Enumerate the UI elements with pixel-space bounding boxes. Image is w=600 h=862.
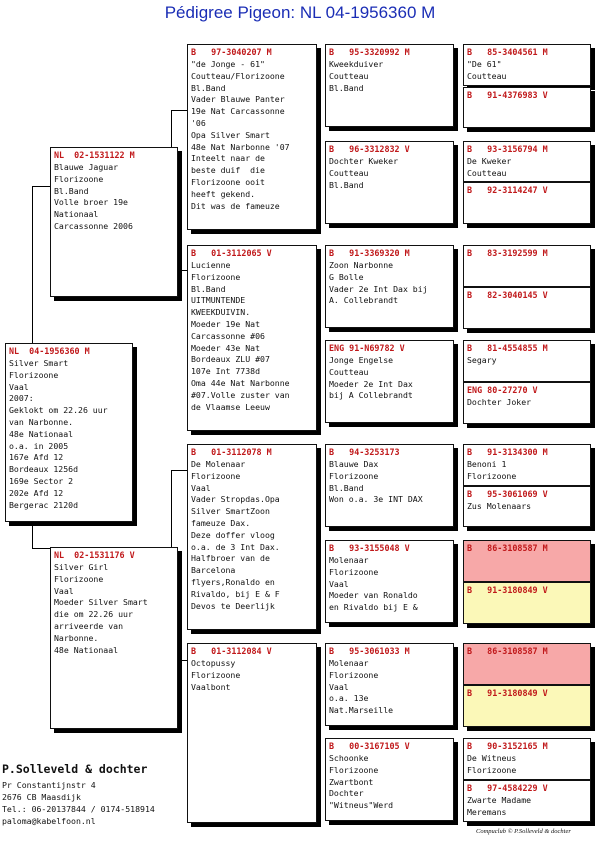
detail-line: Bordeaux 1256d xyxy=(9,464,79,475)
detail-line: arriveerde van xyxy=(54,620,124,631)
great-grandparent-card[interactable] xyxy=(325,540,454,623)
detail-line: Bl.Band xyxy=(191,82,226,93)
detail-line: o.a. in 2005 xyxy=(9,440,69,451)
detail-line: Bl.Band xyxy=(329,82,364,93)
ancestor-card[interactable] xyxy=(463,780,591,822)
detail-line: Kweekduiver xyxy=(329,59,384,69)
detail-line: De Kweker xyxy=(467,156,512,166)
detail-line: Geklokt om 22.26 uur xyxy=(9,405,108,416)
detail-line: Zwartbont xyxy=(329,776,374,787)
mother-card[interactable] xyxy=(50,547,178,729)
ring-number: B 97-4584229 V xyxy=(467,783,548,793)
detail-line: '06 xyxy=(191,117,206,128)
ring-number: B 91-4376983 V xyxy=(467,90,548,100)
detail-line: Molenaar xyxy=(329,658,369,668)
detail-line: fameuze Dax. xyxy=(191,517,251,528)
detail-line: Vader Blauwe Panter xyxy=(191,94,285,105)
detail-line: Schoonke xyxy=(329,753,369,763)
detail-line: Florizoone xyxy=(329,764,379,775)
detail-line: Florizoone xyxy=(467,470,517,481)
detail-line: Segary xyxy=(467,355,497,365)
ring-number: B 86-3108587 M xyxy=(467,543,548,553)
ring-number: NL 04-1956360 M xyxy=(9,346,90,356)
ring-number: B 82-3040145 V xyxy=(467,290,548,300)
ring-number: B 95-3061069 V xyxy=(467,489,548,499)
detail-line: Moeder 43e Nat xyxy=(191,342,261,353)
detail-line: Dochter xyxy=(329,788,364,799)
detail-line: Florizoone ooit xyxy=(191,176,265,187)
detail-line: Barcelona xyxy=(191,565,236,576)
detail-line: Florizoone xyxy=(191,669,241,680)
detail-line: Coutteau xyxy=(467,70,507,81)
grandmother-paternal-card[interactable] xyxy=(187,245,317,431)
connector-line xyxy=(32,186,52,187)
detail-line: Florizoone xyxy=(54,573,104,584)
detail-line: Vaal xyxy=(9,381,29,392)
great-grandparent-card[interactable] xyxy=(325,340,454,423)
detail-line: Florizoone xyxy=(329,669,379,680)
connector-line xyxy=(32,522,33,548)
detail-line: G Bolle xyxy=(329,271,364,282)
detail-line: Moeder Silver Smart xyxy=(54,597,148,608)
ring-number: B 92-3114247 V xyxy=(467,185,548,195)
ancestor-card[interactable] xyxy=(463,141,591,182)
ring-number: B 86-3108587 M xyxy=(467,646,548,656)
grandfather-maternal-card[interactable] xyxy=(187,444,317,630)
detail-line: Won o.a. 3e INT DAX xyxy=(329,494,423,505)
ring-number: B 00-3167105 V xyxy=(329,741,410,751)
detail-line: en Rivaldo bij E & xyxy=(329,602,418,613)
ancestor-card-highlighted[interactable] xyxy=(463,582,591,624)
detail-line: Coutteau/Florizoone xyxy=(191,70,285,81)
ancestor-card[interactable] xyxy=(463,444,591,486)
detail-line: Carcassonne 2006 xyxy=(54,220,133,231)
detail-line: Zoon Narbonne xyxy=(329,260,394,270)
ring-number: B 93-3155048 V xyxy=(329,543,410,553)
detail-line: Bergerac 2120d xyxy=(9,499,79,510)
detail-line: Florizoone xyxy=(9,369,59,380)
ring-number: B 91-3369320 M xyxy=(329,248,410,258)
connector-line xyxy=(32,186,33,344)
page-title: Pédigree Pigeon: NL 04-1956360 M xyxy=(164,3,436,22)
ring-number: B 91-3134300 M xyxy=(467,447,548,457)
detail-line: 169e Sector 2 xyxy=(9,475,74,486)
detail-line: Coutteau xyxy=(467,167,507,178)
detail-line: KWEEKDUIVIN. xyxy=(191,307,251,318)
detail-line: Florizoone xyxy=(467,764,517,775)
detail-line: Silver Girl xyxy=(54,562,109,572)
detail-line: Vaal xyxy=(54,585,74,596)
detail-line: Bl.Band xyxy=(191,283,226,294)
detail-line: A. Collebrandt xyxy=(329,295,399,306)
pigeon-details xyxy=(6,358,132,511)
detail-line: Dit was de fameuze xyxy=(191,200,280,211)
detail-line: van Narbonne. xyxy=(9,416,74,427)
detail-line: o.a. 13e xyxy=(329,693,369,704)
detail-line: Halfbroer van de xyxy=(191,553,270,564)
ring-number: NL 02-1531122 M xyxy=(54,150,135,160)
detail-line: Vaalbont xyxy=(191,681,231,692)
detail-line: #07.Volle zuster van xyxy=(191,389,290,400)
ring-number: B 01-3112078 M xyxy=(191,447,272,457)
grandmother-maternal-card[interactable] xyxy=(187,643,317,823)
detail-line: flyers,Ronaldo en xyxy=(191,576,275,587)
ring-number: B 90-3152165 M xyxy=(467,741,548,751)
ancestor-card[interactable] xyxy=(463,287,591,329)
ring-number: B 81-4554855 M xyxy=(467,343,548,353)
detail-line: Molenaar xyxy=(329,555,369,565)
great-grandparent-card[interactable] xyxy=(325,643,454,726)
detail-line: Moeder van Ronaldo xyxy=(329,590,418,601)
detail-line: Vaal xyxy=(191,482,211,493)
connector-line xyxy=(171,470,188,471)
detail-line: 48e Nationaal xyxy=(54,644,119,655)
detail-line: Carcassonne #06 xyxy=(191,330,265,341)
detail-line: Florizoone xyxy=(329,470,379,481)
ring-number: B 97-3040207 M xyxy=(191,47,272,57)
father-card[interactable] xyxy=(50,147,178,297)
detail-line: Silver SmartZoon xyxy=(191,506,270,517)
detail-line: 202e Afd 12 xyxy=(9,487,64,498)
detail-line: Oma 44e Nat Narbonne xyxy=(191,377,290,388)
detail-line: Narbonne. xyxy=(54,632,99,643)
detail-line: 48e Nationaal xyxy=(9,428,74,439)
detail-line: Devos te Deerlijk xyxy=(191,600,275,611)
breeder-address: Pr Constantijnstr 4 xyxy=(2,780,96,790)
detail-line: Bl.Band xyxy=(329,179,364,190)
detail-line: Rivaldo, bij E & F xyxy=(191,588,280,599)
detail-line: Octopussy xyxy=(191,658,236,668)
ring-number: B 96-3312832 V xyxy=(329,144,410,154)
detail-line: Opa Silver Smart xyxy=(191,129,270,140)
detail-line: Deze doffer vloog xyxy=(191,529,275,540)
ancestor-card[interactable] xyxy=(463,44,591,86)
detail-line: de Vlaamse Leeuw xyxy=(191,401,270,412)
ancestor-card[interactable] xyxy=(463,182,591,224)
detail-line: Moeder 2e Int Dax xyxy=(329,378,413,389)
great-grandparent-card[interactable] xyxy=(325,141,454,224)
detail-line: Lucienne xyxy=(191,260,231,270)
detail-line: De Molenaar xyxy=(191,459,246,469)
detail-line: beste duif die xyxy=(191,165,265,176)
detail-line: "de Jonge - 61" xyxy=(191,59,265,69)
ring-number: ENG 91-N69782 V xyxy=(329,343,405,353)
detail-line: Jonge Engelse xyxy=(329,355,394,365)
ancestor-card[interactable] xyxy=(463,340,591,382)
detail-line: Vader 2e Int Dax bij xyxy=(329,283,428,294)
detail-line: Dochter Kweker xyxy=(329,156,399,166)
ring-number: NL 02-1531176 V xyxy=(54,550,135,560)
breeder-phone: Tel.: 06-20137844 / 0174-518914 xyxy=(2,804,155,814)
detail-line: Volle broer 19e xyxy=(54,197,128,208)
detail-line: 2007: xyxy=(9,393,34,404)
detail-line: Meremans xyxy=(467,806,507,817)
detail-line: o.a. de 3 Int Dax. xyxy=(191,541,280,552)
ring-number: B 95-3061033 M xyxy=(329,646,410,656)
ring-number: B 91-3180849 V xyxy=(467,688,548,698)
great-grandparent-card[interactable] xyxy=(325,44,454,127)
ring-number: B 95-3320992 M xyxy=(329,47,410,57)
detail-line: Vader Stropdas.Opa xyxy=(191,494,280,505)
ancestor-card-highlighted[interactable] xyxy=(463,643,591,685)
detail-line: Florizoone xyxy=(329,566,379,577)
detail-line: Benoni 1 xyxy=(467,459,507,469)
detail-line: "Witneus"Werd xyxy=(329,800,394,811)
detail-line: die om 22.26 uur xyxy=(54,609,133,620)
detail-line: UITMUNTENDE xyxy=(191,295,246,306)
detail-line: De Witneus xyxy=(467,753,517,763)
detail-line: Blauwe Dax xyxy=(329,459,379,469)
detail-line: Vaal xyxy=(329,681,349,692)
ancestor-card[interactable] xyxy=(463,486,591,527)
ring-number: B 83-3192599 M xyxy=(467,248,548,258)
ancestor-card[interactable] xyxy=(463,738,591,780)
detail-line: Florizoone xyxy=(54,173,104,184)
detail-line: 48e Nat Narbonne '07 xyxy=(191,141,290,152)
ring-number: B 01-3112084 V xyxy=(191,646,272,656)
ring-number: B 85-3404561 M xyxy=(467,47,548,57)
detail-line: heeft gekend. xyxy=(191,188,256,199)
detail-line: Zwarte Madame xyxy=(467,795,532,805)
ancestor-card-highlighted[interactable] xyxy=(463,540,591,582)
connector-line xyxy=(32,548,52,549)
ring-number: B 91-3180849 V xyxy=(467,585,548,595)
detail-line: bij A Collebrandt xyxy=(329,390,413,401)
detail-line: Silver Smart xyxy=(9,358,69,368)
detail-line: Coutteau xyxy=(329,70,369,81)
ancestor-card[interactable] xyxy=(463,87,591,128)
breeder-email[interactable]: paloma@kabelfoon.nl xyxy=(2,816,96,826)
breeder-name: P.Solleveld & dochter xyxy=(2,762,148,776)
detail-line: Vaal xyxy=(329,578,349,589)
great-grandparent-card[interactable] xyxy=(325,738,454,821)
detail-line: Dochter Joker xyxy=(467,397,532,407)
detail-line: 107e Int 7738d xyxy=(191,366,261,377)
detail-line: Bordeaux ZLU #07 xyxy=(191,354,270,365)
subject-card[interactable] xyxy=(5,343,133,522)
detail-line: Moeder 19e Nat xyxy=(191,318,261,329)
ring-number: ENG 80-27270 V xyxy=(467,385,538,395)
grandfather-paternal-card[interactable] xyxy=(187,44,317,230)
ring-number: B 01-3112065 V xyxy=(191,248,272,258)
detail-line: 167e Afd 12 xyxy=(9,452,64,463)
detail-line: Inteelt naar de xyxy=(191,153,265,164)
ring-number: B 94-3253173 xyxy=(329,447,400,457)
ancestor-card[interactable] xyxy=(463,382,591,424)
ancestor-card-highlighted[interactable] xyxy=(463,685,591,727)
detail-line: 19e Nat Carcassonne xyxy=(191,106,285,117)
detail-line: Coutteau xyxy=(329,366,369,377)
detail-line: Nationaal xyxy=(54,209,99,220)
detail-line: Blauwe Jaguar xyxy=(54,162,119,172)
detail-line: Bl.Band xyxy=(329,482,364,493)
detail-line: "De 61" xyxy=(467,59,502,69)
connector-line xyxy=(171,110,188,111)
ring-number: B 93-3156794 M xyxy=(467,144,548,154)
great-grandparent-card[interactable] xyxy=(325,444,454,527)
great-grandparent-card[interactable] xyxy=(325,245,454,328)
detail-line: Coutteau xyxy=(329,167,369,178)
detail-line: Florizoone xyxy=(191,470,241,481)
breeder-postcode: 2676 CB Maasdijk xyxy=(2,792,81,802)
detail-line: Zus Molenaars xyxy=(467,501,532,511)
detail-line: Nat.Marseille xyxy=(329,705,394,716)
footer-credit: Compuclub © P.Solleveld & dochter xyxy=(476,828,571,835)
detail-line: Florizoone xyxy=(191,271,241,282)
detail-line: Bl.Band xyxy=(54,185,89,196)
ancestor-card[interactable] xyxy=(463,245,591,287)
